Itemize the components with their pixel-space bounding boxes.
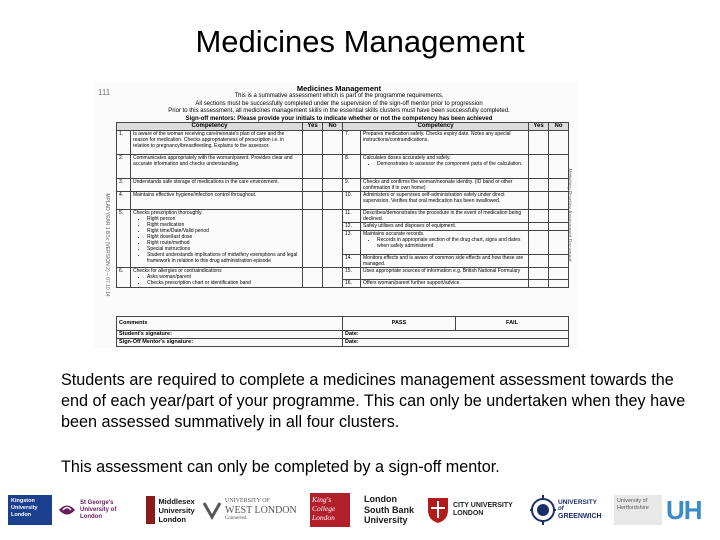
doc-intro-3: Prior to this assessment, all medicines management skills in the essential skills clusters must have been successfully completed. xyxy=(168,108,510,114)
col-competency-right: Competency xyxy=(343,123,529,131)
competency-text xyxy=(131,210,303,268)
col-no-right: No xyxy=(549,123,569,131)
city-logo xyxy=(426,490,524,530)
kingston-logo-text: Kingston University London xyxy=(8,495,52,525)
competency-text-line: Calculates doses accurately and safely. xyxy=(363,155,451,161)
no-cell[interactable] xyxy=(323,131,343,155)
no-cell[interactable] xyxy=(549,131,569,155)
row-number: 15. xyxy=(343,268,361,280)
university-logos xyxy=(0,486,720,536)
row-number: 5. xyxy=(117,210,131,268)
comments-label: Comments xyxy=(117,317,343,331)
competency-text: Safely utilises and disposes of equipment. xyxy=(361,223,529,231)
bullet-item: • Special instructions xyxy=(147,246,300,252)
no-cell[interactable] xyxy=(549,280,569,288)
no-cell[interactable] xyxy=(323,210,343,268)
competency-text: Monitors effects and is aware of common side effects and how these are managed. xyxy=(361,255,529,268)
competency-text: Maintains effective hygiene/infection control throughout. xyxy=(131,192,303,210)
col-no-left: No xyxy=(323,123,343,131)
bullet-item: • Asks woman/parent xyxy=(147,274,300,280)
doc-intro-4: Sign-off mentors: Please provide your initials to indicate whether or not the competency has been achieved xyxy=(185,115,493,122)
lsbu-logo xyxy=(364,490,424,530)
row-number: 8. xyxy=(343,155,361,179)
table-header-row xyxy=(117,123,569,131)
competency-text: Checks and confirms the woman/neonate identity. (ID band or other confirmation if in own home) xyxy=(361,179,529,192)
fail-label[interactable]: FAIL xyxy=(456,317,569,331)
competency-text: Understands safe storage of medications in the care environment. xyxy=(131,179,303,192)
city-crest-icon xyxy=(426,496,450,524)
date-label[interactable]: Date: xyxy=(343,331,569,339)
doc-header xyxy=(114,84,564,123)
no-cell[interactable] xyxy=(549,179,569,192)
yes-cell[interactable] xyxy=(529,231,549,255)
competency-text-line: Checks prescription thoroughly. xyxy=(133,210,203,216)
no-cell[interactable] xyxy=(549,268,569,280)
bullet-item: • Right time/Date/Valid period xyxy=(147,228,300,234)
middlesex-logo xyxy=(146,490,200,530)
row-number: 2. xyxy=(117,155,131,179)
mentor-signature-label[interactable]: Sign-Off Mentor's signature: xyxy=(117,339,343,347)
no-cell[interactable] xyxy=(549,231,569,255)
kingston-logo xyxy=(8,490,52,530)
col-yes-left: Yes xyxy=(303,123,323,131)
table-row xyxy=(117,179,569,192)
no-cell[interactable] xyxy=(323,268,343,288)
yes-cell[interactable] xyxy=(303,179,323,192)
bullet-item: • Right person xyxy=(147,216,300,222)
competency-text-line: Maintains accurate records. xyxy=(363,231,425,237)
body-paragraph-2: This assessment can only be completed by a sign-off mentor. xyxy=(61,458,500,476)
uwl-logo xyxy=(202,490,302,530)
row-number: 13. xyxy=(343,231,361,255)
uwl-top-text: UNIVERSITY OF xyxy=(225,498,270,504)
table-row xyxy=(117,131,569,155)
row-number: 16. xyxy=(343,280,361,288)
document-scan xyxy=(94,82,578,348)
uh-mark: UH xyxy=(666,494,702,525)
row-number: 12. xyxy=(343,223,361,231)
bullet-item: • Student understands implications of midwifery exemptions and legal framework in relation to this drug administration episode xyxy=(147,252,300,264)
yes-cell[interactable] xyxy=(529,255,549,268)
table-row xyxy=(117,192,569,210)
bullet-item: • Checks prescription chart or identification band xyxy=(147,280,300,286)
competency-text: Describes/demonstrates the procedure in the event of medication being declined. xyxy=(361,210,529,223)
body-paragraph-1: Students are required to complete a medicines management assessment towards the end of each year/part of your programme. This can only be undertaken when they have been assessed summatively in all four clusters. xyxy=(61,371,686,431)
yes-cell[interactable] xyxy=(303,210,323,268)
table-row xyxy=(117,155,569,179)
yes-cell[interactable] xyxy=(529,155,549,179)
doc-left-margin xyxy=(94,82,114,348)
competency-text: Is aware of the woman receiving care/neonate's plan of care and the reason for medication. Checks appropriateness of prescription i.e. in relation to pregnancy/breastfeeding. Explains to the assessor. xyxy=(131,131,303,155)
stgeorges-text: St George's University of London xyxy=(80,499,117,520)
row-number: 14. xyxy=(343,255,361,268)
signature-table xyxy=(116,316,569,347)
greenwich-main-text: GREENWICH xyxy=(558,513,602,520)
bullet-item: • Demonstrates to assessor the component parts of the calculation. xyxy=(377,161,526,167)
competency-text: Offers woman/parent further support/advice. xyxy=(361,280,529,288)
yes-cell[interactable] xyxy=(529,268,549,280)
competency-text xyxy=(131,268,303,288)
yes-cell[interactable] xyxy=(529,179,549,192)
no-cell[interactable] xyxy=(549,210,569,223)
herts-logo xyxy=(614,490,718,530)
bullet-item: • Right dose/last dose xyxy=(147,234,300,240)
competency-text: Administers or supervises self-administration safely under direct supervision. Verifies that oral medication has been swallowed. xyxy=(361,192,529,210)
competency-text: Prepares medication safely. Checks expiry date. Notes any special instructions/contraindications. xyxy=(361,131,529,155)
competency-table xyxy=(116,122,569,288)
yes-cell[interactable] xyxy=(303,155,323,179)
bullet-item: • Records in appropriate section of the drug chart, signs and dates when safely administered xyxy=(377,237,526,249)
yes-cell[interactable] xyxy=(529,192,549,210)
slide-title: Medicines Management xyxy=(195,24,525,59)
row-number: 7. xyxy=(343,131,361,155)
col-competency-left: Competency xyxy=(117,123,303,131)
row-number: 11. xyxy=(343,210,361,223)
student-signature-label[interactable]: Student's signature: xyxy=(117,331,343,339)
yes-cell[interactable] xyxy=(529,210,549,223)
bullet-item: • Right medication xyxy=(147,222,300,228)
competency-text xyxy=(361,231,529,255)
table-row xyxy=(117,210,569,223)
no-cell[interactable] xyxy=(549,223,569,231)
row-number: 9. xyxy=(343,179,361,192)
row-number: 4. xyxy=(117,192,131,210)
col-yes-right: Yes xyxy=(529,123,549,131)
uwl-main-text: WEST LONDON xyxy=(225,505,297,516)
kings-text: King's College London xyxy=(310,493,350,527)
row-number: 3. xyxy=(117,179,131,192)
no-cell[interactable] xyxy=(323,155,343,179)
greenwich-crest-icon xyxy=(530,493,556,527)
herts-text: University of Hertfordshire xyxy=(614,495,662,525)
stgeorges-logo xyxy=(56,490,140,530)
doc-intro-1: This is a summative assessment which is part of the programme requirements. xyxy=(234,93,444,99)
table-row xyxy=(117,268,569,280)
doc-side-left-text: MPLAD YEAR 1 BSc (VERSION 2) – 07.10.14 xyxy=(104,193,110,297)
no-cell[interactable] xyxy=(323,179,343,192)
greenwich-mid-text: of xyxy=(558,506,564,512)
competency-text-line: Checks for allergies or contraindications xyxy=(133,268,222,274)
yes-cell[interactable] xyxy=(303,192,323,210)
bullet-item: • Right route/method xyxy=(147,240,300,246)
stgeorges-crest-icon xyxy=(56,499,78,521)
uwl-sub-text: Connected. xyxy=(225,516,248,521)
greenwich-logo xyxy=(530,490,606,530)
competency-text xyxy=(361,155,529,179)
pass-label[interactable]: PASS xyxy=(343,317,456,331)
middlesex-text: Middlesex University London xyxy=(158,496,195,524)
no-cell[interactable] xyxy=(549,155,569,179)
yes-cell[interactable] xyxy=(303,268,323,288)
no-cell[interactable] xyxy=(549,255,569,268)
uwl-crest-icon xyxy=(202,499,222,521)
date-label[interactable]: Date: xyxy=(343,339,569,347)
yes-cell[interactable] xyxy=(529,280,549,288)
yes-cell[interactable] xyxy=(529,131,549,155)
doc-side-right-text: Midwifery Practice Assessment Document xyxy=(566,168,572,262)
kings-logo xyxy=(310,490,354,530)
no-cell[interactable] xyxy=(549,192,569,210)
yes-cell[interactable] xyxy=(529,223,549,231)
row-number: 6. xyxy=(117,268,131,288)
yes-cell[interactable] xyxy=(303,131,323,155)
competency-text: Communicates appropriately with the woman/parent. Provides clear and accurate information and checks understanding. xyxy=(131,155,303,179)
lsbu-text: London South Bank University xyxy=(364,494,415,526)
greenwich-top-text: UNIVERSITY xyxy=(558,499,598,506)
middlesex-mark-icon xyxy=(146,496,155,524)
city-text: CITY UNIVERSITY LONDON xyxy=(453,502,513,517)
row-number: 10. xyxy=(343,192,361,210)
competency-text: Uses appropriate sources of information e.g. British National Formulary xyxy=(361,268,529,280)
no-cell[interactable] xyxy=(323,192,343,210)
doc-title: Medicines Management xyxy=(296,84,382,93)
doc-side-code: 111 xyxy=(98,88,111,97)
doc-intro-2: All sections must be successfully completed under the supervision of the sign-off mentor prior to progression xyxy=(195,100,483,107)
row-number: 1. xyxy=(117,131,131,155)
